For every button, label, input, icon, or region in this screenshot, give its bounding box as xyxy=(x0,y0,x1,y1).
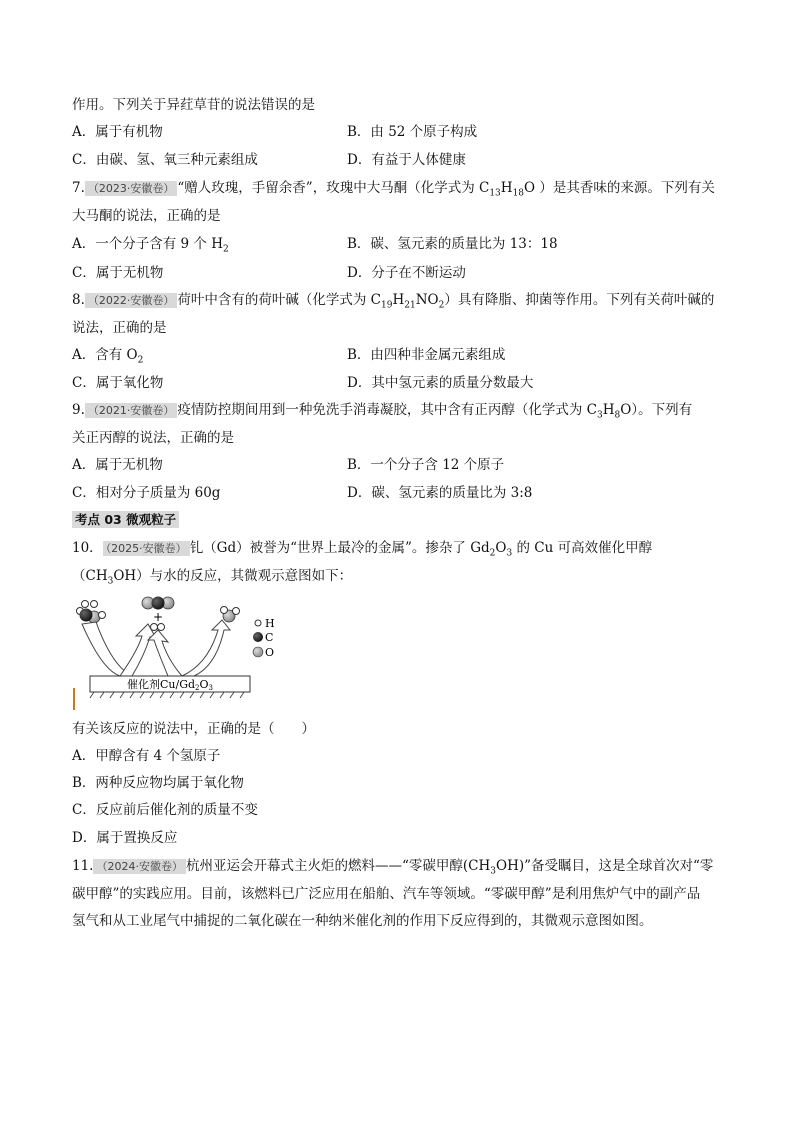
q8-option-d: D．其中氢元素的质量分数最大 xyxy=(347,375,534,391)
water-molecule xyxy=(221,607,240,623)
q7-stem-line2: 大马酮的说法，正确的是 xyxy=(72,208,221,224)
q10-option-c: C．反应前后催化剂的质量不变 xyxy=(72,802,258,818)
q7-option-a: A．一个分子含有 9 个 $H_2$ xyxy=(72,236,229,255)
q8-option-b: B．由四种非金属元素组成 xyxy=(347,347,506,363)
q9-option-d: D．碳、氢元素的质量比为 3:8 xyxy=(347,485,533,501)
q9-option-b: B．一个分子含 12 个原子 xyxy=(347,457,505,473)
q7-number: 7. xyxy=(72,180,85,196)
q10-number: 10． xyxy=(72,540,103,556)
legend-o-atom xyxy=(253,647,263,657)
legend-h-label: H xyxy=(265,617,275,630)
q8-source-tag: （2022·安徽卷） xyxy=(85,293,178,308)
legend-h-atom xyxy=(255,620,261,626)
q11-stem-line1: 11. （2024·安徽卷） 杭州亚运会开幕式主火炬的燃料——“零碳甲醇$(CH_3OH)$”备受瞩目，这是全球首次对“零 xyxy=(72,858,714,877)
h2-molecule xyxy=(151,624,165,631)
section-heading: 考点 03 微观粒子 xyxy=(72,511,179,529)
reaction-micro-diagram xyxy=(72,590,292,700)
q11-stem-line3: 氢气和从工业尾气中捕捉的二氧化碳在一种纳米催化剂的作用下反应得到的，其微观示意图如图。 xyxy=(72,913,653,929)
q10-option-a: A．甲醇含有 4 个氢原子 xyxy=(72,748,221,764)
q9-stem-line2: 关正丙醇的说法，正确的是 xyxy=(72,430,234,446)
q11-number: 11. xyxy=(72,858,94,874)
q8-number: 8. xyxy=(72,292,85,308)
legend-o-label: O xyxy=(265,646,275,659)
q6-option-a: A．属于有机物 xyxy=(72,124,163,140)
legend-c-label: C xyxy=(265,631,274,644)
co2-molecule xyxy=(142,597,174,610)
q10-stem-line2: $(CH_3OH)$与水的反应，其微观示意图如下： xyxy=(72,568,353,587)
q11-stem-line2: 碳甲醇”的实践应用。目前，该燃料已广泛应用在船舶、汽车等领域。“零碳甲醇”是利用焦炉气中的副产品 xyxy=(72,886,701,902)
q6-option-c: C．由碳、氢、氧三种元素组成 xyxy=(72,152,258,168)
q10-option-d: D．属于置换反应 xyxy=(72,830,178,846)
q9-source-tag: （2021·安徽卷） xyxy=(85,403,178,418)
q9-number: 9. xyxy=(72,402,85,418)
q9-stem-line1: 9. （2021·安徽卷） 疫情防控期间用到一种免洗手消毒凝胶，其中含有正丙醇（化学式为 $C_3H_8O$）。下列有 xyxy=(72,402,693,421)
q6-stem: 作用。下列关于异荭草苷的说法错误的是 xyxy=(72,97,315,113)
q8-option-c: C．属于氧化物 xyxy=(72,375,164,391)
q6-option-b: B．由 52 个原子构成 xyxy=(347,124,478,140)
q7-option-d: D．分子在不断运动 xyxy=(347,265,466,281)
q9-option-a: A．属于无机物 xyxy=(72,457,163,473)
q6-option-d: D．有益于人体健康 xyxy=(347,152,466,168)
methanol-molecule xyxy=(77,601,106,624)
q10-source-tag: （2025·安徽卷） xyxy=(103,541,190,556)
q8-option-a: A．含有 $O_2$ xyxy=(72,347,144,366)
q9-option-c: C．相对分子质量为 60g xyxy=(72,485,221,501)
margin-marker xyxy=(73,688,75,710)
q10-question: 有关该反应的说法中，正确的是（ ） xyxy=(72,721,315,737)
surface-hatching xyxy=(90,692,244,698)
q10-option-b: B．两种反应物均属于氧化物 xyxy=(72,775,244,791)
q7-stem-line1: 7. （2023·安徽卷） “赠人玫瑰，手留余香”，玫瑰中大马酮（化学式为 $C_{13}H_{18}O$ ）是其香味的来源。下列有关 xyxy=(72,180,715,199)
q11-source-tag: （2024·安徽卷） xyxy=(93,859,186,874)
q7-option-c: C．属于无机物 xyxy=(72,265,164,281)
atom-legend xyxy=(253,617,275,659)
q10-stem-line1: 10． （2025·安徽卷） 钆（Gd）被誉为“世界上最冷的金属”。掺杂了 $Gd_2O_3$ 的 Cu 可高效催化甲醇 xyxy=(72,540,653,559)
q8-stem-line1: 8. （2022·安徽卷） 荷叶中含有的荷叶碱（化学式为 $C_{19}H_{21}NO_2$）具有降脂、抑菌等作用。下列有关荷叶碱的 xyxy=(72,292,715,311)
q7-source-tag: （2023·安徽卷） xyxy=(85,181,178,196)
legend-c-atom xyxy=(253,632,263,642)
q8-stem-line2: 说法，正确的是 xyxy=(72,320,167,336)
q7-option-b: B．碳、氢元素的质量比为 13：18 xyxy=(347,236,558,252)
catalyst-label: 催化剂Cu/Gd2O3 xyxy=(126,678,214,692)
plus-sign: + xyxy=(152,610,164,624)
